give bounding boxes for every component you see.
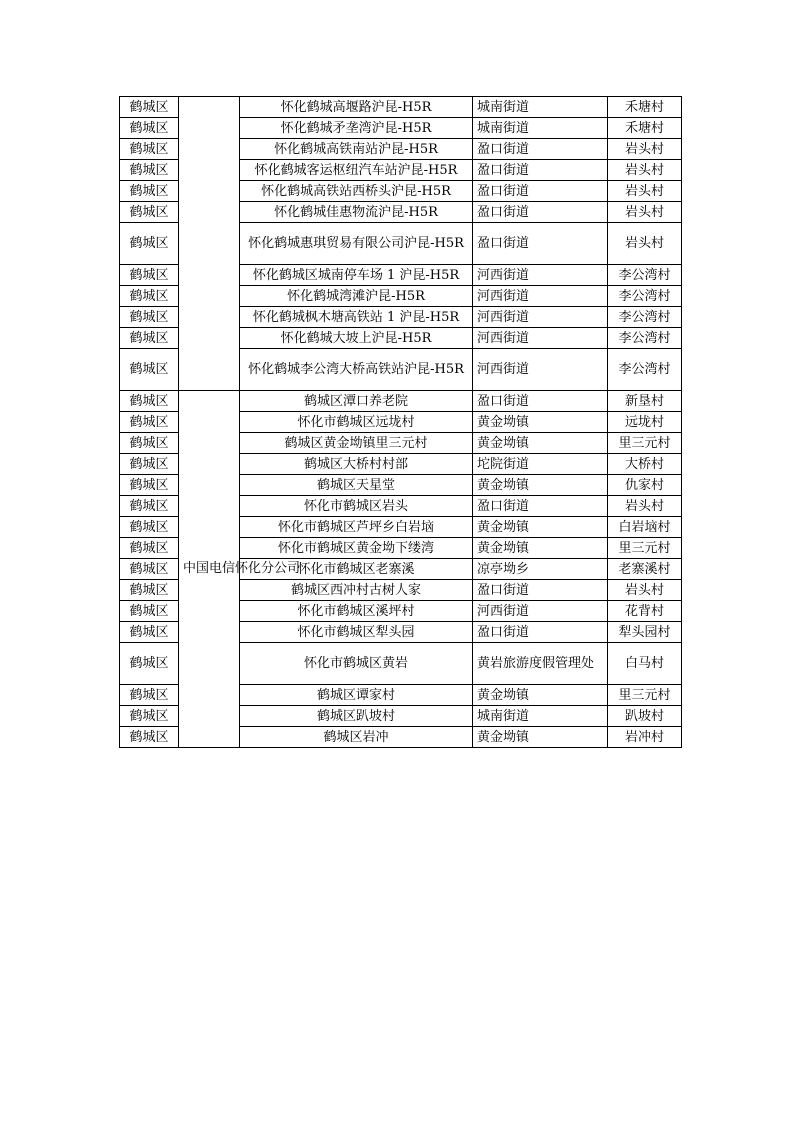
street-cell: 盈口街道 — [473, 622, 608, 643]
street-cell: 黄金坳镇 — [473, 517, 608, 538]
district-cell: 鹤城区 — [120, 391, 179, 412]
site-name-cell: 怀化市鹤城区远垅村 — [240, 412, 473, 433]
district-cell: 鹤城区 — [120, 601, 179, 622]
street-cell: 城南街道 — [473, 118, 608, 139]
village-cell: 白马村 — [608, 643, 682, 685]
street-cell: 盈口街道 — [473, 160, 608, 181]
site-name-cell: 怀化鹤城李公湾大桥高铁站沪昆-H5R — [240, 349, 473, 391]
district-cell: 鹤城区 — [120, 349, 179, 391]
site-name-cell: 怀化市鹤城区犁头园 — [240, 622, 473, 643]
village-cell: 趴坡村 — [608, 706, 682, 727]
table-row — [120, 97, 682, 118]
village-cell: 禾塘村 — [608, 97, 682, 118]
street-cell: 河西街道 — [473, 265, 608, 286]
street-cell: 黄金坳镇 — [473, 685, 608, 706]
street-cell: 河西街道 — [473, 286, 608, 307]
village-cell: 岩头村 — [608, 223, 682, 265]
street-cell: 凉亭坳乡 — [473, 559, 608, 580]
district-cell: 鹤城区 — [120, 139, 179, 160]
district-cell: 鹤城区 — [120, 580, 179, 601]
district-cell: 鹤城区 — [120, 685, 179, 706]
district-cell: 鹤城区 — [120, 454, 179, 475]
site-name-cell: 怀化鹤城矛垄湾沪昆-H5R — [240, 118, 473, 139]
village-cell: 李公湾村 — [608, 328, 682, 349]
site-name-cell: 鹤城区天星堂 — [240, 475, 473, 496]
village-cell: 里三元村 — [608, 538, 682, 559]
site-name-cell: 鹤城区岩冲 — [240, 727, 473, 748]
table-row — [120, 391, 682, 412]
street-cell: 坨院街道 — [473, 454, 608, 475]
district-cell: 鹤城区 — [120, 433, 179, 454]
village-cell: 远垅村 — [608, 412, 682, 433]
street-cell: 河西街道 — [473, 601, 608, 622]
site-name-cell: 怀化市鹤城区黄岩 — [240, 643, 473, 685]
site-name-cell: 怀化市鹤城区岩头 — [240, 496, 473, 517]
district-cell: 鹤城区 — [120, 328, 179, 349]
district-cell: 鹤城区 — [120, 496, 179, 517]
village-cell: 岩头村 — [608, 202, 682, 223]
village-cell: 岩冲村 — [608, 727, 682, 748]
district-cell: 鹤城区 — [120, 517, 179, 538]
village-cell: 里三元村 — [608, 433, 682, 454]
street-cell: 盈口街道 — [473, 202, 608, 223]
district-cell: 鹤城区 — [120, 118, 179, 139]
site-name-cell: 怀化市鹤城区黄金坳下缕湾 — [240, 538, 473, 559]
street-cell: 盈口街道 — [473, 496, 608, 517]
street-cell: 黄金坳镇 — [473, 475, 608, 496]
village-cell: 老寨溪村 — [608, 559, 682, 580]
site-name-cell: 怀化鹤城高铁站西桥头沪昆-H5R — [240, 181, 473, 202]
company-cell: 中国电信怀化分公司 — [179, 391, 240, 748]
site-name-cell: 鹤城区潭口养老院 — [240, 391, 473, 412]
site-name-cell: 怀化鹤城惠琪贸易有限公司沪昆-H5R — [240, 223, 473, 265]
site-name-cell: 怀化市鹤城区溪坪村 — [240, 601, 473, 622]
village-cell: 犁头园村 — [608, 622, 682, 643]
village-cell: 仇家村 — [608, 475, 682, 496]
street-cell: 黄金坳镇 — [473, 412, 608, 433]
site-table — [119, 96, 682, 748]
site-name-cell: 怀化鹤城客运枢纽汽车站沪昆-H5R — [240, 160, 473, 181]
site-name-cell: 鹤城区黄金坳镇里三元村 — [240, 433, 473, 454]
street-cell: 盈口街道 — [473, 139, 608, 160]
village-cell: 李公湾村 — [608, 265, 682, 286]
village-cell: 岩头村 — [608, 496, 682, 517]
street-cell: 盈口街道 — [473, 181, 608, 202]
site-name-cell: 怀化市鹤城区芦坪乡白岩垴 — [240, 517, 473, 538]
site-table-body — [120, 97, 682, 748]
district-cell: 鹤城区 — [120, 97, 179, 118]
district-cell: 鹤城区 — [120, 538, 179, 559]
street-cell: 盈口街道 — [473, 223, 608, 265]
street-cell: 河西街道 — [473, 328, 608, 349]
district-cell: 鹤城区 — [120, 202, 179, 223]
site-name-cell: 怀化鹤城高铁南站沪昆-H5R — [240, 139, 473, 160]
site-name-cell: 怀化鹤城高堰路沪昆-H5R — [240, 97, 473, 118]
site-name-cell: 鹤城区趴坡村 — [240, 706, 473, 727]
site-name-cell: 怀化鹤城佳惠物流沪昆-H5R — [240, 202, 473, 223]
village-cell: 岩头村 — [608, 181, 682, 202]
street-cell: 河西街道 — [473, 307, 608, 328]
company-cell — [179, 97, 240, 391]
district-cell: 鹤城区 — [120, 181, 179, 202]
site-name-cell: 鹤城区西冲村古树人家 — [240, 580, 473, 601]
site-name-cell: 鹤城区大桥村村部 — [240, 454, 473, 475]
district-cell: 鹤城区 — [120, 265, 179, 286]
district-cell: 鹤城区 — [120, 559, 179, 580]
district-cell: 鹤城区 — [120, 475, 179, 496]
village-cell: 新垦村 — [608, 391, 682, 412]
village-cell: 花背村 — [608, 601, 682, 622]
village-cell: 李公湾村 — [608, 286, 682, 307]
village-cell: 李公湾村 — [608, 349, 682, 391]
site-name-cell: 怀化鹤城区城南停车场 1 沪昆-H5R — [240, 265, 473, 286]
village-cell: 大桥村 — [608, 454, 682, 475]
district-cell: 鹤城区 — [120, 706, 179, 727]
village-cell: 里三元村 — [608, 685, 682, 706]
district-cell: 鹤城区 — [120, 160, 179, 181]
district-cell: 鹤城区 — [120, 643, 179, 685]
district-cell: 鹤城区 — [120, 727, 179, 748]
village-cell: 禾塘村 — [608, 118, 682, 139]
street-cell: 黄金坳镇 — [473, 433, 608, 454]
street-cell: 黄岩旅游度假管理处 — [473, 643, 608, 685]
site-name-cell: 鹤城区谭家村 — [240, 685, 473, 706]
village-cell: 岩头村 — [608, 580, 682, 601]
street-cell: 黄金坳镇 — [473, 727, 608, 748]
village-cell: 岩头村 — [608, 139, 682, 160]
site-name-cell: 怀化鹤城湾滩沪昆-H5R — [240, 286, 473, 307]
site-name-cell: 怀化鹤城枫木塘高铁站 1 沪昆-H5R — [240, 307, 473, 328]
district-cell: 鹤城区 — [120, 307, 179, 328]
district-cell: 鹤城区 — [120, 286, 179, 307]
district-cell: 鹤城区 — [120, 223, 179, 265]
street-cell: 城南街道 — [473, 706, 608, 727]
street-cell: 盈口街道 — [473, 391, 608, 412]
street-cell: 黄金坳镇 — [473, 538, 608, 559]
site-name-cell: 怀化鹤城大坡上沪昆-H5R — [240, 328, 473, 349]
street-cell: 城南街道 — [473, 97, 608, 118]
village-cell: 李公湾村 — [608, 307, 682, 328]
street-cell: 盈口街道 — [473, 580, 608, 601]
district-cell: 鹤城区 — [120, 622, 179, 643]
site-name-cell: 怀化市鹤城区老寨溪 — [240, 559, 473, 580]
district-cell: 鹤城区 — [120, 412, 179, 433]
village-cell: 白岩垴村 — [608, 517, 682, 538]
street-cell: 河西街道 — [473, 349, 608, 391]
village-cell: 岩头村 — [608, 160, 682, 181]
